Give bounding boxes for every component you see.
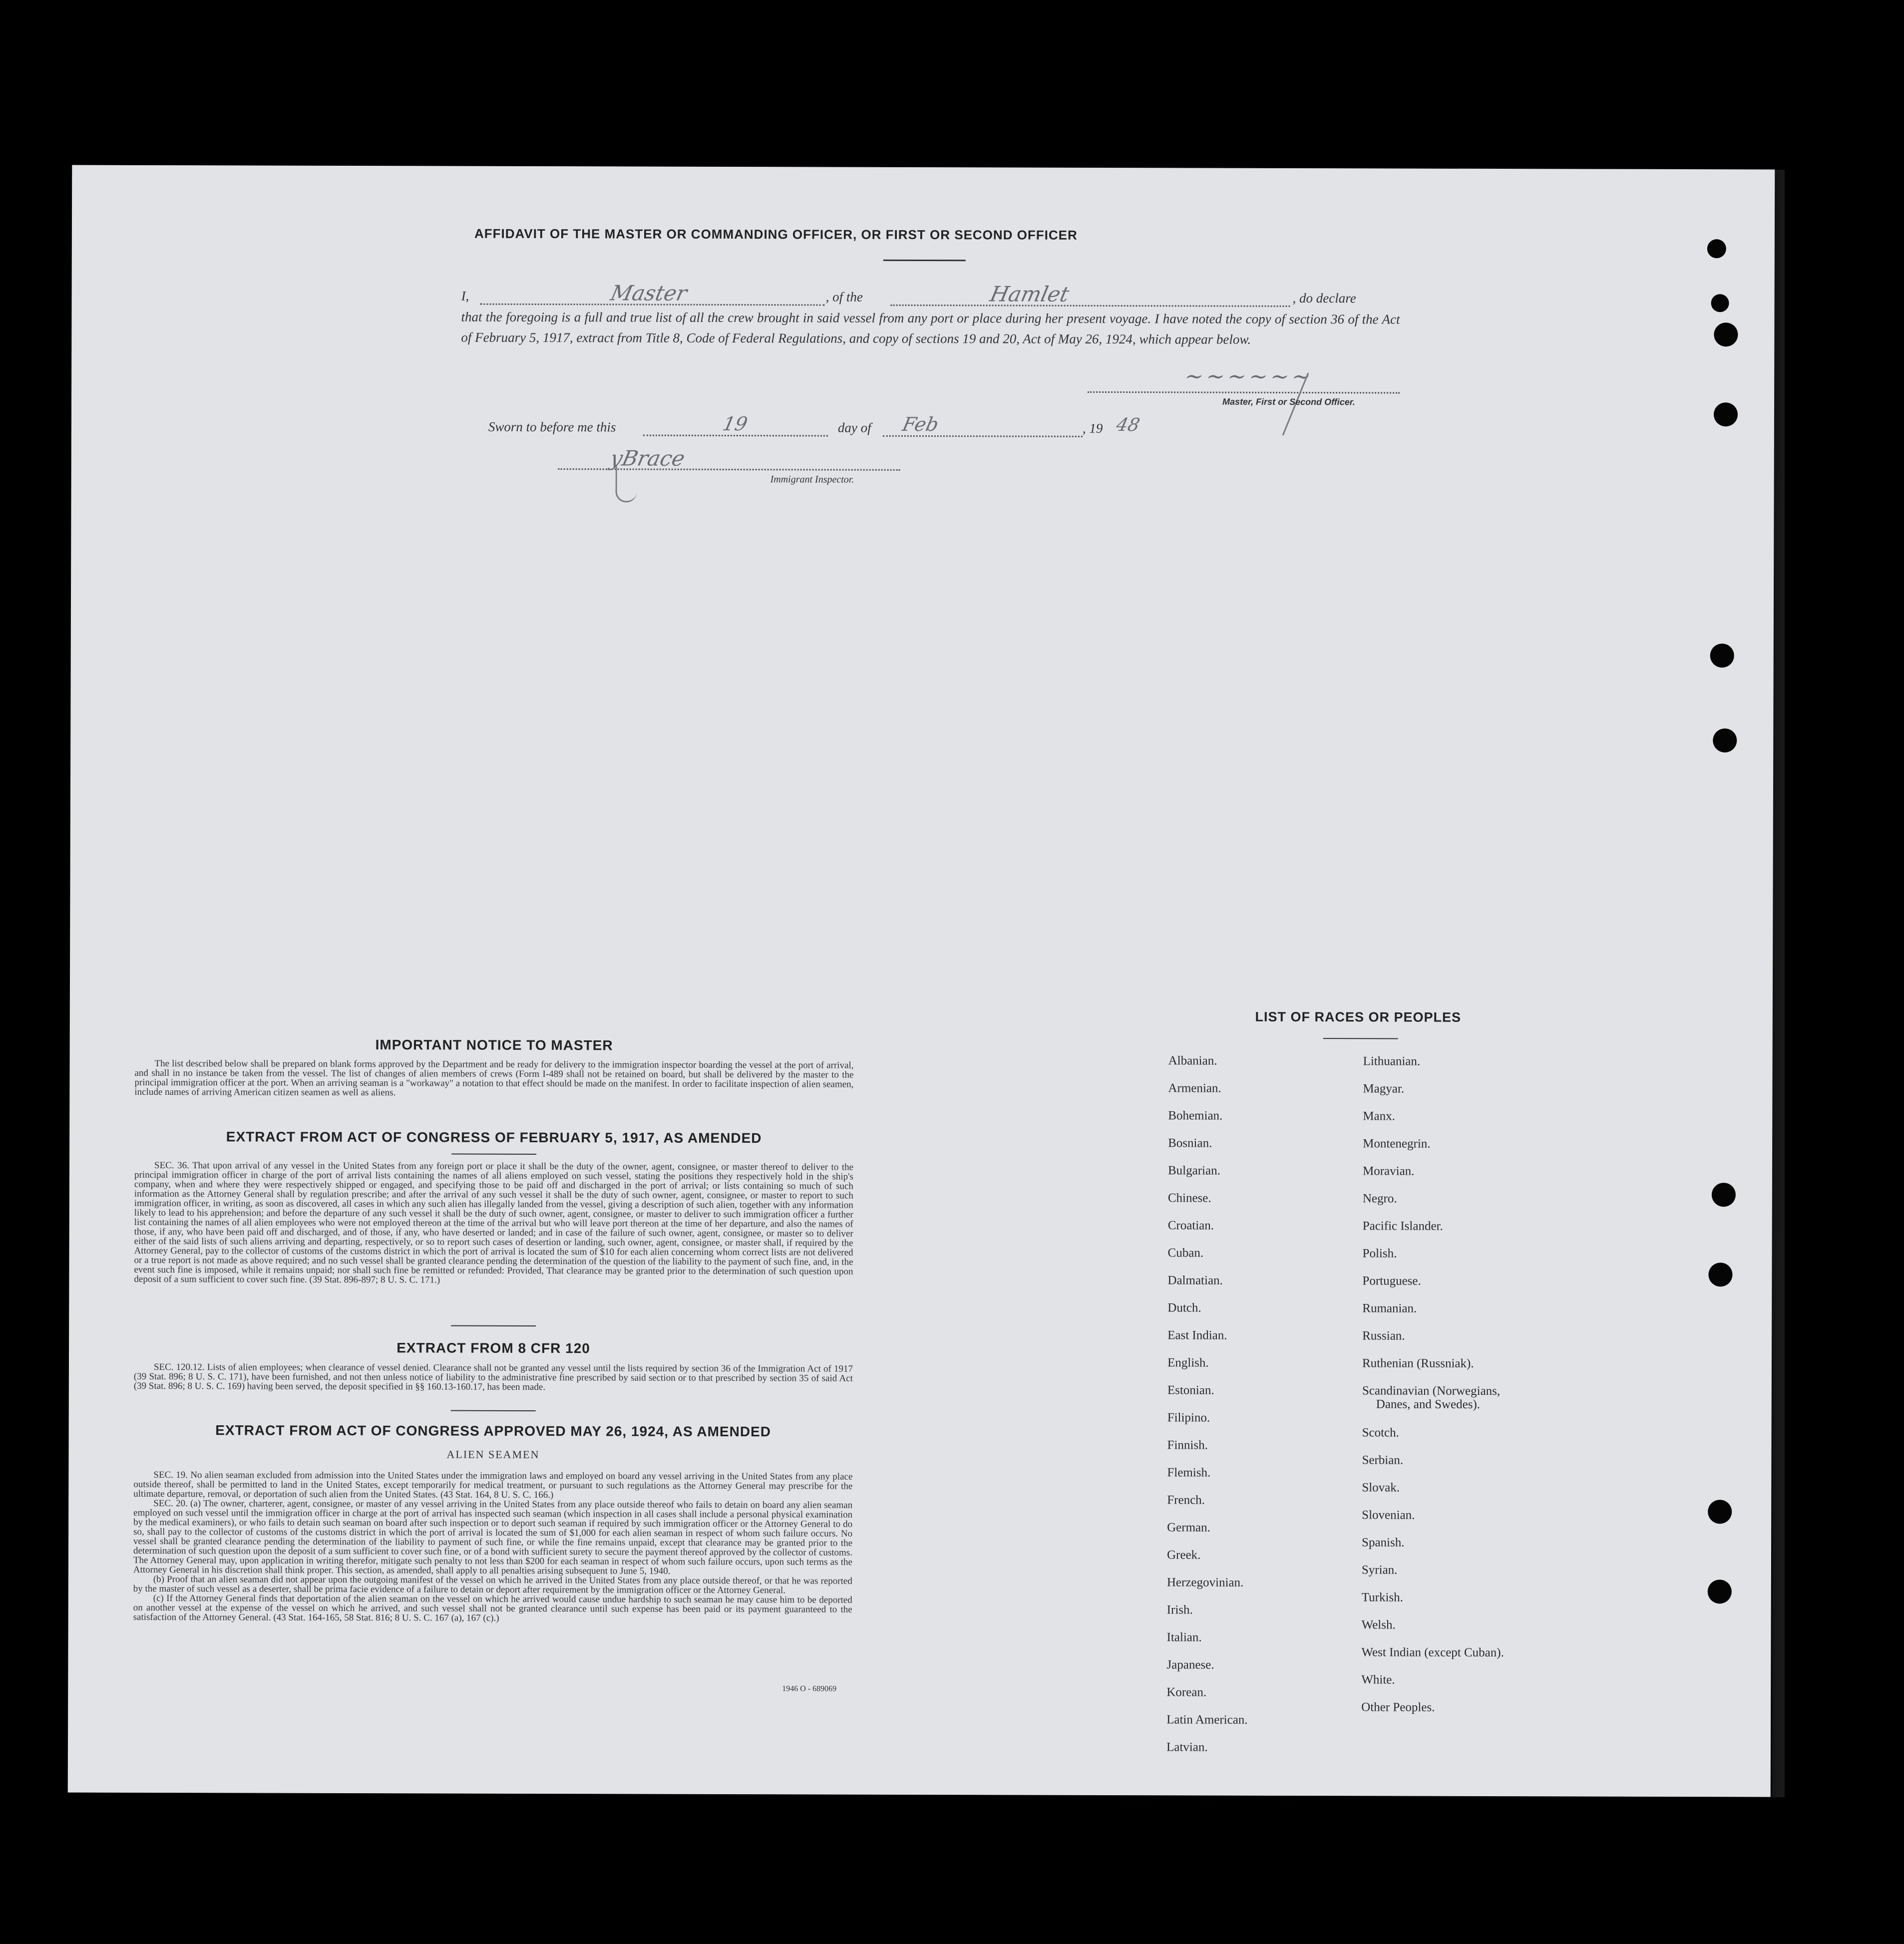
extract-1924-body [133, 1470, 853, 1624]
inspector-signature-loop [616, 466, 637, 502]
race-item: Armenian. [1168, 1081, 1221, 1095]
handwritten-master: Master [608, 281, 690, 306]
race-item: Korean. [1166, 1685, 1207, 1699]
race-item: Other Peoples. [1361, 1700, 1435, 1714]
race-item: Syrian. [1361, 1563, 1398, 1577]
race-item: Scotch. [1362, 1426, 1399, 1440]
of-the-label: , of the [825, 289, 863, 305]
binder-hole [1714, 323, 1738, 346]
races-title: LIST OF RACES OR PEOPLES [1255, 1009, 1462, 1025]
race-item: Albanian. [1168, 1054, 1217, 1068]
inspector-caption: Immigrant Inspector. [770, 474, 854, 485]
race-item: English. [1167, 1356, 1209, 1370]
race-item: Japanese. [1166, 1658, 1214, 1672]
extract-1924-subtitle: ALIEN SEAMEN [446, 1448, 540, 1461]
notice-title: IMPORTANT NOTICE TO MASTER [375, 1037, 613, 1053]
race-item: Serbian. [1362, 1453, 1404, 1467]
race-item: Welsh. [1361, 1618, 1396, 1632]
race-item: Moravian. [1362, 1164, 1415, 1178]
race-item: Bulgarian. [1167, 1164, 1220, 1178]
signature-caption: Master, First or Second Officer. [1222, 396, 1355, 407]
day-of-label: day of [837, 420, 871, 435]
sworn-line [488, 414, 1197, 441]
race-item: Danes, and Swedes). [1376, 1397, 1481, 1411]
race-item: Slovak. [1362, 1481, 1400, 1495]
extract-cfr-body [134, 1362, 853, 1393]
race-item: White. [1361, 1673, 1395, 1687]
vessel-name-field [891, 305, 1290, 307]
race-item: Bosnian. [1168, 1136, 1212, 1150]
binder-hole [1708, 1500, 1732, 1524]
notice-paragraph: The list described below shall be prepared on blank forms approved by the Department and be ready for delivery to the immigration inspector boarding the vessel at the port of arrival, and shall in no instance be taken from the vessel. The list of changes of alien members of crews (Form I-489 shall not be retained on board, but shall be delivered by the master to the principal immigration officer at the port. When an arriving seaman is a "workaway" a notation to that effect should be made on the manifest. In order to facilitate inspection of alien seamen, include names of arriving American citizen seamen as well as aliens. [134, 1058, 854, 1098]
race-item: Portuguese. [1362, 1274, 1421, 1288]
binder-hole [1714, 402, 1738, 426]
sec-120-paragraph: SEC. 120.12. Lists of alien employees; when clearance of vessel denied. Clearance shall not be granted any vessel until the lists required by section 36 of the Immigration Act of 1917 (39 Stat. 896; 8 U. S. C. 171), have been furnished, and not then unless notice of liability to the administrative fine prescribed by said section or to that prescribed by section 35 of said Act (39 Stat. 896; 8 U. S. C. 169) having been served, the deposit specified in §§ 160.13-160.17, has been made. [133, 1361, 853, 1393]
race-item: Greek. [1166, 1548, 1201, 1562]
handwritten-day: 19 [721, 412, 750, 435]
race-item: Rumanian. [1362, 1301, 1417, 1315]
notice-body [134, 1059, 853, 1099]
binder-hole [1707, 239, 1726, 258]
binder-hole [1708, 1580, 1732, 1604]
month-field [883, 435, 1083, 437]
i-label: I, [461, 288, 469, 304]
race-item: Scandinavian (Norwegians, [1362, 1384, 1501, 1398]
race-item: Dutch. [1167, 1301, 1201, 1315]
affidavit-title-rule [883, 260, 966, 261]
day-field [643, 435, 828, 437]
race-item: Bohemian. [1168, 1109, 1223, 1123]
race-item: French. [1167, 1493, 1205, 1507]
race-item: Slovenian. [1362, 1508, 1415, 1522]
sec-20a-paragraph: SEC. 20. (a) The owner, charterer, agent, consignee, or master of any vessel arriving in the United States from any place outside thereof who fails to detain on board any alien seaman employed on such vessel until the immigration officer in charge at the port of arrival has inspected such seaman (which inspection in all cases shall include a personal physical examination by the medical examiners), or who fails to detain such seaman on board after such inspection or to deport such seaman if required by such immigration officer or the Attorney General to do so, shall pay to the collector of customs of the customs district in which the port of arrival is located the sum of $1,000 for each alien seaman in respect of whom such failure occurs. No vessel shall be granted clearance pending the determination of the liability to payment of such fine, or while the fine remains unpaid, except that clearance may be granted prior to the determination of such question upon the deposit of a sum sufficient to cover such fine, or of a bond with sufficient surety to secure the payment thereof approved by the collector of customs. The Attorney General may, upon application in writing therefor, mitigate such penalty to not less than $200 for each seaman in respect of whom such failure occurs, upon such terms as the Attorney General in his discretion shall think proper. This section, as amended, shall apply to all penalties arising subsequent to June 5, 1940. [133, 1498, 853, 1577]
extract-1924-rule [451, 1410, 536, 1411]
race-item: Dalmatian. [1167, 1274, 1223, 1288]
master-signature: ~~~~~~ [1182, 363, 1316, 390]
print-code: 1946 O - 689069 [782, 1684, 837, 1693]
race-item: Filipino. [1167, 1411, 1210, 1425]
race-item: Montenegrin. [1363, 1137, 1431, 1151]
binder-hole [1713, 728, 1737, 752]
sec-20b-paragraph: (b) Proof that an alien seaman did not appear upon the outgoing manifest of the vessel on which he arrived in the United States from any place outside thereof, or that he was reported by the master of such vessel as a deserter, shall be prima facie evidence of a failure to detain or deport after requirement by the immigration officer or the Attorney General. [133, 1574, 852, 1596]
extract-1924-title: EXTRACT FROM ACT OF CONGRESS APPROVED MAY 26, 1924, AS AMENDED [215, 1422, 771, 1440]
race-item: Estonian. [1167, 1383, 1214, 1397]
binder-hole [1711, 294, 1729, 312]
race-item: German. [1167, 1521, 1210, 1535]
sec-36-paragraph: SEC. 36. That upon arrival of any vessel in the United States from any foreign port or place it shall be the duty of the owner, agent, consignee, or master thereof to deliver to the principal immigration officer in charge of the port of arrival lists containing the names of all aliens employed on such vessel, stating the positions they respectively hold in the ship's company, when and where they were respectively shipped or engaged, and specifying those to be paid off and discharged in the port of arrival; or lists containing so much of such information as the Attorney General shall by regulation prescribe; and after the arrival of any such vessel it shall be the duty of such owner, agent, consignee, or master to report to such immigration officer, in writing, as soon as discovered, all cases in which any such alien has illegally landed from the vessel, giving a description of such alien, together with any information likely to lead to his apprehension; and before the departure of any such vessel it shall be the duty of such owner, agent, consignee, or master to deliver to such immigration officer a further list containing the names of all alien employees who were not employed thereon at the time of the arrival but who will leave port thereon at the time of her departure, and also the names of those, if any, who have been paid off and discharged, and of those, if any, who have deserted or landed; and in case of the failure of such owner, agent, consignee, or master so to deliver either of the said lists of such aliens arriving and departing, respectively, or so to report such cases of desertion or landing, such owner, agent, consignee, or master shall, if required by the Attorney General, pay to the collector of customs of the customs district in which the port of arrival is located the sum of $10 for each alien concerning whom correct lists are not delivered or a true report is not made as above required; and no such vessel shall be granted clearance pending the determination of the question of the liability to the payment of such fine, and, in the event such fine is imposed, while it remains unpaid; nor shall such fine be remitted or refunded: Provided, That clearance may be granted prior to the determination of such question upon deposit of a sum sufficient to cover such fine. (39 Stat. 896-897; 8 U. S. C. 171.) [134, 1160, 854, 1286]
race-item: Manx. [1363, 1109, 1395, 1123]
race-item: Latvian. [1166, 1740, 1208, 1754]
race-item: Latin American. [1166, 1713, 1248, 1727]
manifest-page [68, 165, 1775, 1797]
declaration-text: that the foregoing is a full and true list of all the crew brought in said vessel from any port or place during her present voyage. I have noted the copy of section 36 of the Act of February 5, 1917, extract from Title 8, Code of Federal Regulations, and copy of sections 19 and 20, Act of May 26, 1924, which appear below. [461, 309, 1400, 347]
race-item: Lithuanian. [1363, 1054, 1421, 1068]
race-item: Cuban. [1167, 1246, 1204, 1260]
race-item: Turkish. [1361, 1591, 1403, 1605]
sec-19-paragraph: SEC. 19. No alien seaman excluded from admission into the United States under the immigration laws and employed on board any vessel arriving in the United States from any place outside thereof, shall be permitted to land in the United States, except temporarily for medical treatment, or pursuant to such regulations as the Attorney General may prescribe for the ultimate departure, removal, or deportation of such alien from the United States. (43 Stat. 164, 8 U. S. C. 166.) [133, 1469, 853, 1501]
master-signature-line [1088, 391, 1400, 394]
race-item: Irish. [1166, 1603, 1193, 1617]
sec-20c-paragraph: (c) If the Attorney General finds that deportation of the alien seaman on the vessel on which he arrived would cause undue hardship to such seaman he may cause him to be deported on another vessel at the expense of the vessel on which he arrived, and such vessel shall not be granted clearance until such expense has been paid or its payment guaranteed to the satisfaction of the Attorney General. (43 Stat. 164-165, 58 Stat. 816; 8 U. S. C. 167 (a), 167 (c).) [133, 1593, 852, 1623]
extract-1917-rule [451, 1154, 536, 1155]
races-title-rule [1323, 1038, 1398, 1039]
inspector-signature: yBrace [608, 446, 688, 471]
race-item: Chinese. [1167, 1191, 1211, 1205]
race-item: Herzegovinian. [1166, 1576, 1244, 1590]
affidavit-line-1 [461, 281, 1400, 308]
binder-hole [1710, 644, 1734, 667]
race-item: Flemish. [1167, 1466, 1211, 1480]
binder-hole [1712, 1183, 1736, 1207]
do-declare-label: , do declare [1292, 290, 1356, 306]
year-prefix: , 19 [1082, 420, 1103, 436]
affidavit-title: AFFIDAVIT OF THE MASTER OR COMMANDING OFFICER, OR FIRST OR SECOND OFFICER [474, 226, 1078, 243]
race-item: Polish. [1362, 1247, 1397, 1261]
races-left-column [1166, 1054, 1358, 1778]
binder-hole [1708, 1263, 1732, 1287]
cfr-rule [451, 1325, 536, 1326]
extract-cfr-title: EXTRACT FROM 8 CFR 120 [396, 1340, 590, 1356]
extract-1917-title: EXTRACT FROM ACT OF CONGRESS OF FEBRUARY 5, 1917, AS AMENDED [226, 1129, 762, 1146]
race-item: Italian. [1166, 1630, 1202, 1644]
handwritten-year: 48 [1114, 415, 1142, 436]
handwritten-month: Feb [900, 413, 941, 436]
race-item: Negro. [1362, 1192, 1397, 1206]
race-item: Pacific Islander. [1362, 1219, 1443, 1233]
race-item: West Indian (except Cuban). [1361, 1645, 1504, 1660]
races-right-column [1361, 1054, 1613, 1779]
race-item: Croatian. [1167, 1219, 1214, 1233]
race-item: Russian. [1362, 1329, 1405, 1343]
race-item: Finnish. [1167, 1438, 1208, 1452]
extract-1917-body [134, 1161, 853, 1286]
handwritten-vessel: Hamlet [988, 282, 1072, 307]
race-item: Spanish. [1362, 1536, 1405, 1550]
race-item: Magyar. [1363, 1082, 1405, 1096]
sworn-label: Sworn to before me this [488, 419, 616, 435]
race-item: East Indian. [1167, 1328, 1227, 1342]
race-item: Ruthenian (Russniak). [1362, 1356, 1474, 1370]
